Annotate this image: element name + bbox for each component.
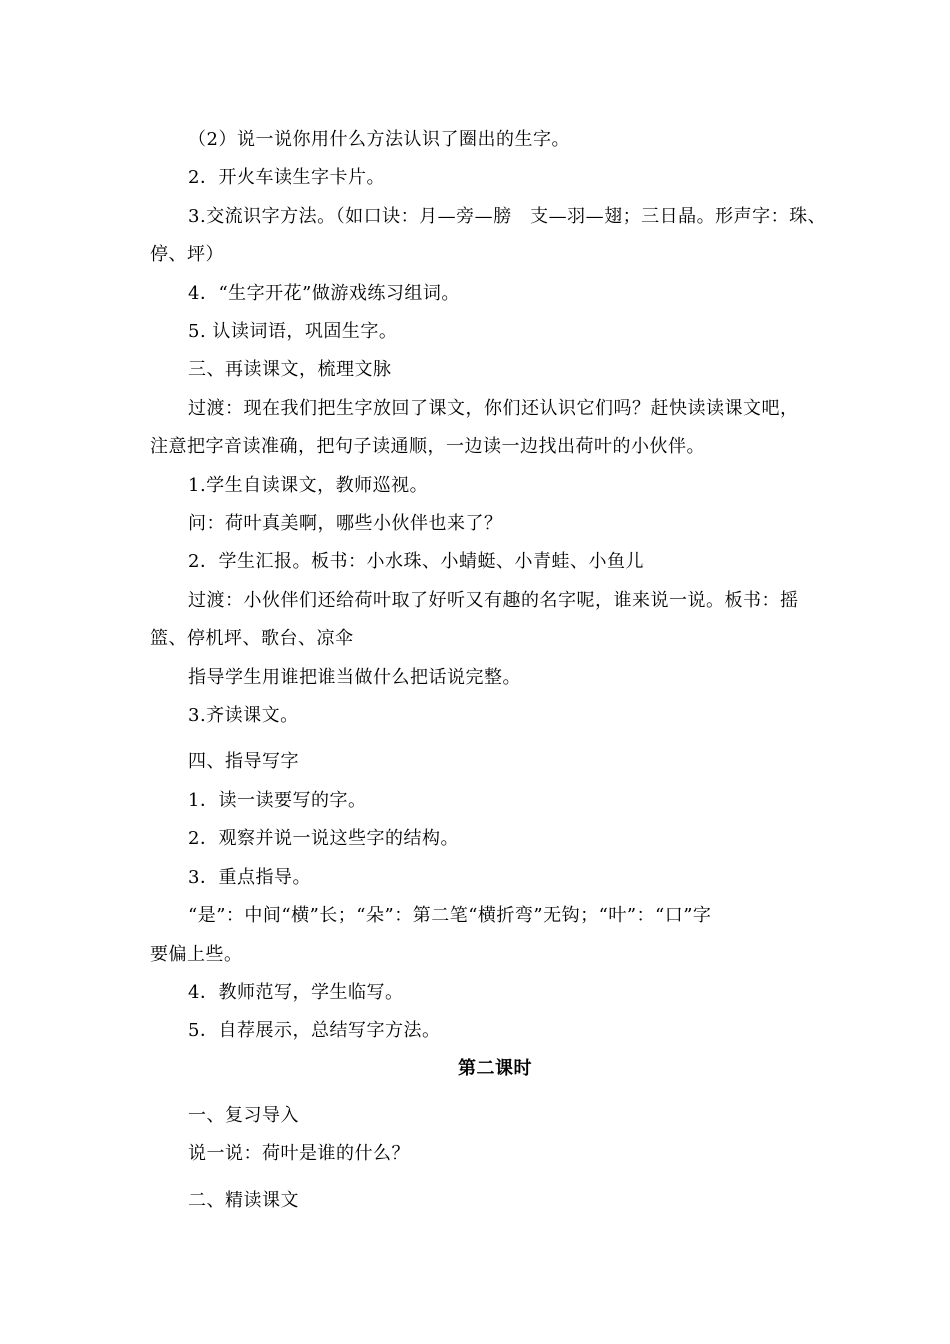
text-line: 4．教师范写，学生临写。: [188, 982, 404, 1003]
text-line: 过渡：小伙伴们还给荷叶取了好听又有趣的名字呢，谁来说一说。板书：摇: [188, 590, 799, 611]
text-line: 3．重点指导。: [188, 867, 311, 888]
section-heading: 二、精读课文: [188, 1190, 299, 1211]
text-line: 指导学生用谁把谁当做什么把话说完整。: [188, 667, 521, 688]
text-line: 2．开火车读生字卡片。: [188, 167, 385, 188]
text-line: 过渡：现在我们把生字放回了课文，你们还认识它们吗？赶快读读课文吧，: [188, 398, 799, 419]
text-line: 停、坪）: [150, 244, 224, 265]
text-line: 1．读一读要写的字。: [188, 790, 367, 811]
text-line: 3.齐读课文。: [188, 705, 299, 726]
text-line: 要偏上些。: [150, 944, 243, 965]
text-line: “是”：中间“横”长；“朵”：第二笔“横折弯”无钩；“叶”：“口”字: [188, 905, 712, 926]
text-line: 2．观察并说一说这些字的结构。: [188, 828, 459, 849]
text-line: 注意把字音读准确，把句子读通顺，一边读一边找出荷叶的小伙伴。: [150, 436, 705, 457]
section-heading: 四、指导写字: [188, 751, 299, 772]
text-line: （2）说一说你用什么方法认识了圈出的生字。: [188, 129, 570, 150]
text-line: 5．自荐展示，总结写字方法。: [188, 1020, 441, 1041]
text-line: 问：荷叶真美啊，哪些小伙伴也来了？: [188, 513, 503, 534]
text-line: 说一说：荷叶是谁的什么？: [188, 1143, 410, 1164]
section-heading: 一、复习导入: [188, 1105, 299, 1126]
text-line: 1.学生自读课文，教师巡视。: [188, 475, 429, 496]
text-line: 5. 认读词语，巩固生字。: [188, 321, 398, 342]
text-line: 4．“生字开花”做游戏练习组词。: [188, 283, 460, 304]
text-line: 2．学生汇报。板书：小水珠、小蜻蜓、小青蛙、小鱼儿: [188, 551, 644, 572]
section-heading: 三、再读课文，梳理文脉: [188, 359, 392, 380]
lesson-title: 第二课时: [458, 1058, 532, 1079]
text-line: 3.交流识字方法。（如口诀：月—旁—膀 支—羽—翅；三日晶。形声字：珠、: [188, 206, 827, 227]
text-line: 篮、停机坪、歌台、凉伞: [150, 628, 354, 649]
